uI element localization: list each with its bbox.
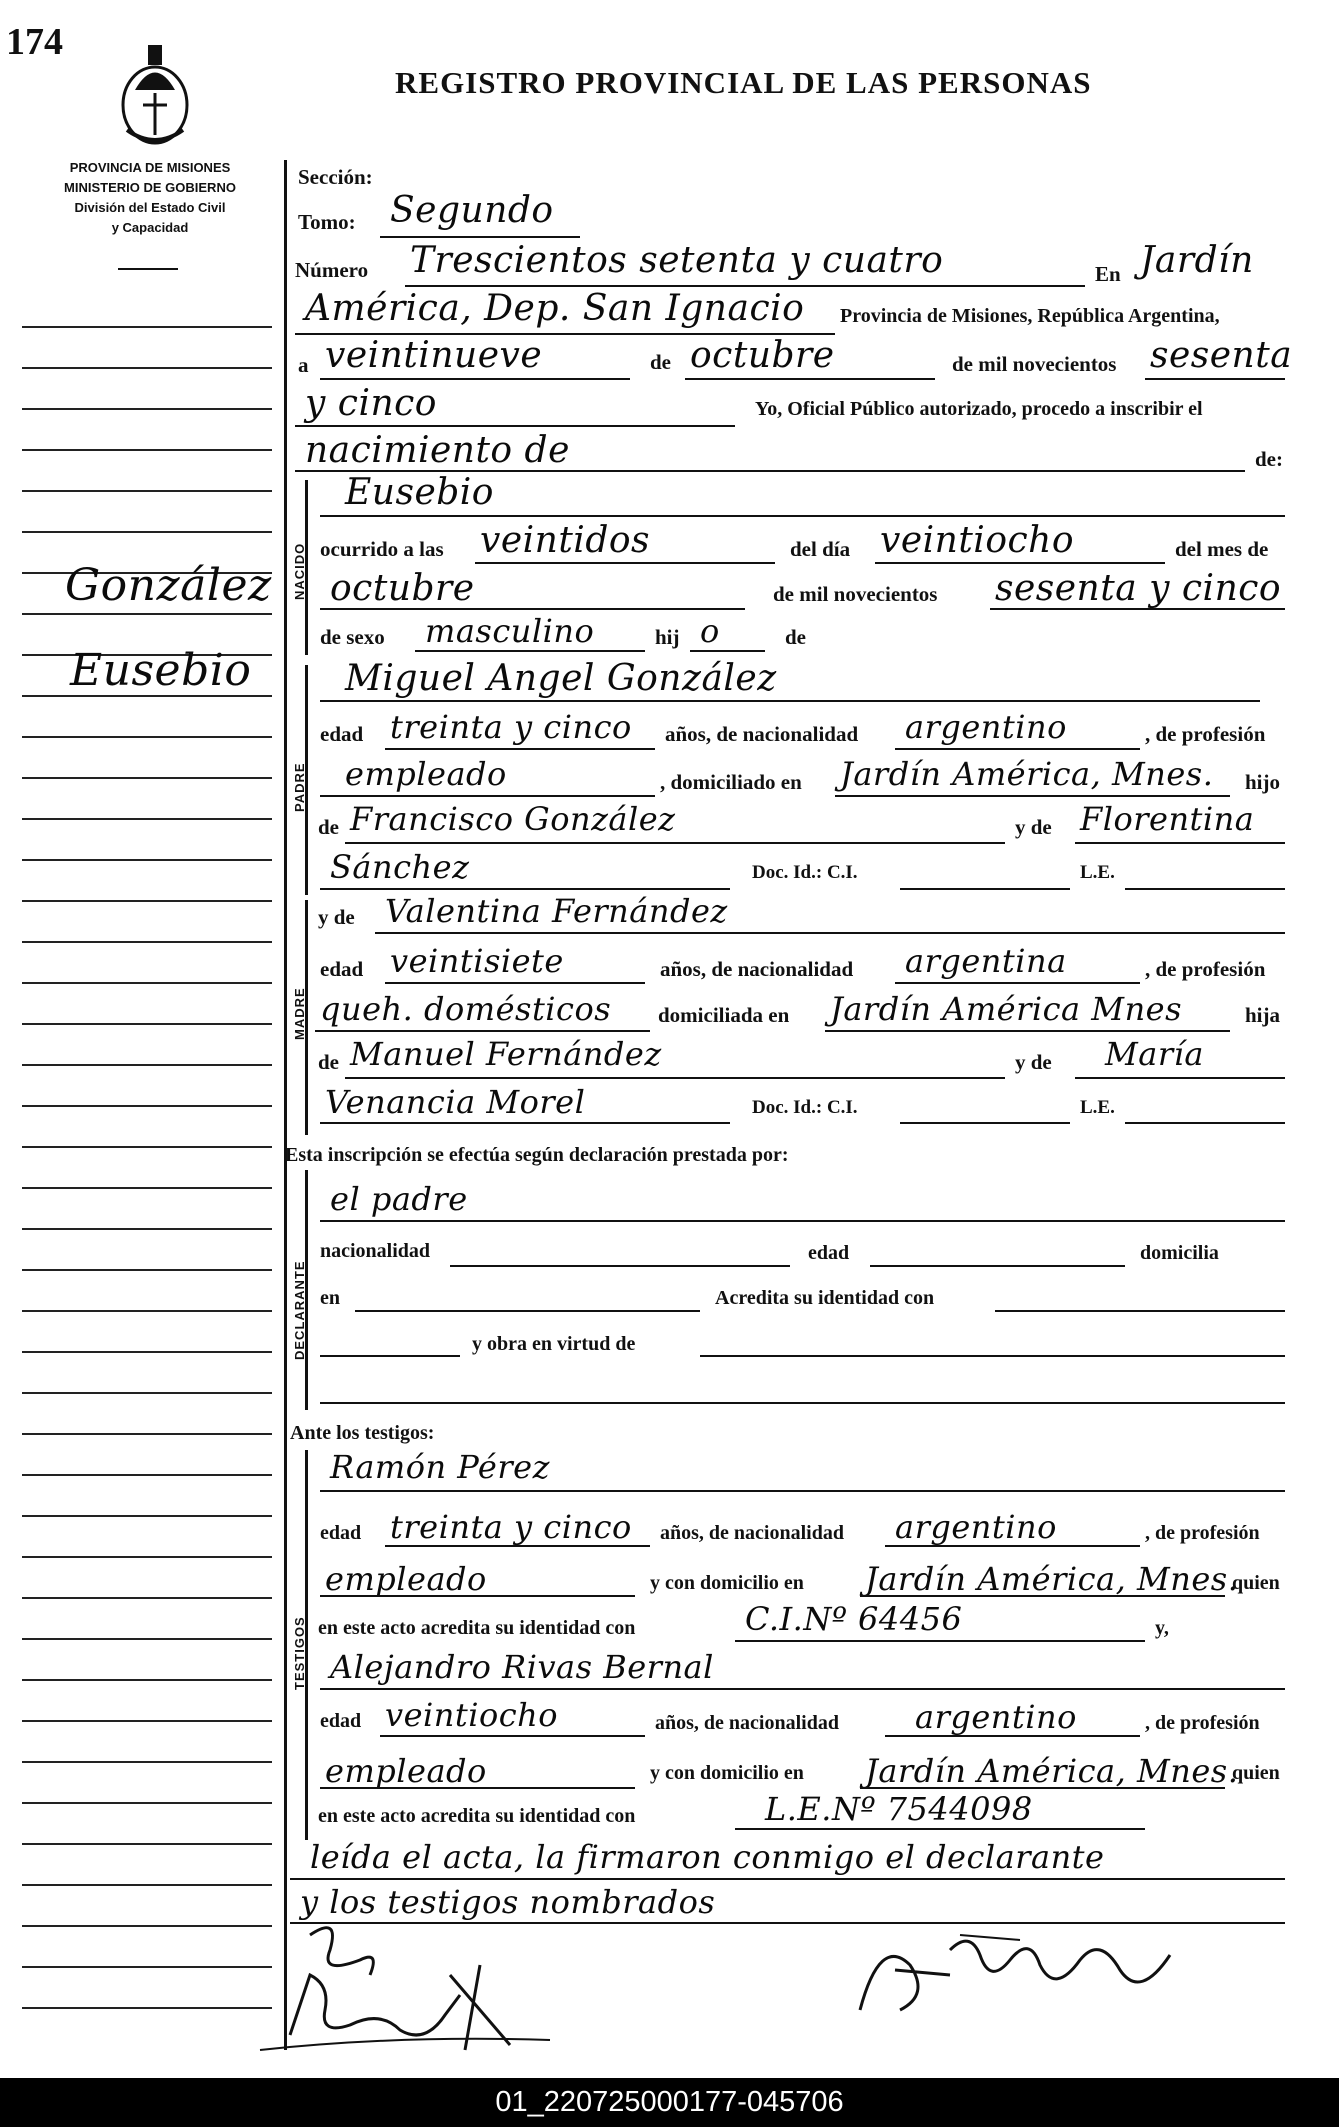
t1-edad-value: treinta y cinco (390, 1508, 632, 1546)
numero-label: Número (295, 258, 369, 282)
section-padre: PADRE (292, 762, 307, 812)
de-sexo-label: de sexo (320, 625, 385, 649)
t1-edad-label: edad (320, 1522, 362, 1544)
madre-dom-label: domiciliada en (658, 1003, 790, 1027)
org-underline (118, 268, 178, 270)
hija-label: hija (1245, 1003, 1281, 1027)
section-testigos: TESTIGOS (292, 1616, 307, 1690)
inscripcion-label: Esta inscripción se efectúa según declaración prestada por: (285, 1144, 789, 1166)
section-madre: MADRE (292, 987, 307, 1040)
t2-edad-label: edad (320, 1710, 362, 1732)
abuelo-p-value: Francisco González (350, 800, 676, 838)
hora-value: veintidos (480, 520, 651, 561)
madre-doc-label: Doc. Id.: C.I. (752, 1097, 858, 1118)
t1-quien-label: quien (1232, 1572, 1280, 1594)
mes-nac-value: octubre (330, 568, 475, 609)
cierre-line-1: leída el acta, la firmaron conmigo el declarante (310, 1838, 1105, 1876)
madre-edad-label: edad (320, 957, 364, 981)
anio-b-value: y cinco (305, 383, 437, 424)
t1-nac-value: argentino (895, 1508, 1057, 1546)
madre-y-de-label: y de (318, 905, 355, 929)
abuela-m-a-value: María (1105, 1035, 1204, 1073)
main-border (284, 160, 287, 2050)
margin-surname: González (65, 560, 272, 611)
de-label: de (650, 350, 671, 374)
abuela-p-b-value: Sánchez (330, 848, 470, 886)
en-label: En (1095, 262, 1121, 286)
tomo-label: Tomo: (298, 210, 356, 234)
t2-nac-value: argentino (915, 1698, 1077, 1736)
decl-en-label: en (320, 1287, 340, 1309)
ocurrido-label: ocurrido a las (320, 537, 444, 561)
a-label: a (298, 353, 309, 377)
madre-nombre-value: Valentina Fernández (385, 892, 728, 930)
lugar-value: América, Dep. San Ignacio (305, 288, 805, 329)
en-value: Jardín (1140, 240, 1254, 281)
decl-edad-label: edad (808, 1242, 850, 1264)
madre-dom-value: Jardín América Mnes (830, 990, 1183, 1028)
madre-le-label: L.E. (1080, 1097, 1115, 1118)
padre-de-label: de (318, 815, 339, 839)
de2-label: de: (1255, 447, 1283, 471)
org-line-4: y Capacidad (111, 220, 189, 235)
official-signature (840, 1915, 1200, 2025)
cierre-line-2: y los testigos nombrados (300, 1883, 716, 1921)
t2-prof-label: , de profesión (1145, 1712, 1260, 1734)
t1-dom-label: y con domicilio en (650, 1572, 804, 1594)
t1-nac-label: años, de nacionalidad (660, 1522, 844, 1544)
madre-prof-value: queh. domésticos (320, 990, 612, 1028)
ante-testigos-label: Ante los testigos: (290, 1422, 435, 1444)
tomo-value: Segundo (390, 190, 554, 231)
testigo2-value: Alejandro Rivas Bernal (330, 1648, 714, 1686)
dia-value: veintinueve (325, 335, 543, 376)
org-block (20, 160, 280, 235)
madre-y-de2-label: y de (1015, 1050, 1052, 1074)
mes-value: octubre (690, 335, 835, 376)
abuela-m-b-value: Venancia Morel (325, 1083, 586, 1121)
anio-nac-value: sesenta y cinco (995, 568, 1282, 609)
del-dia-label: del día (790, 537, 851, 561)
hij-label: hij (655, 625, 680, 649)
madre-de-label: de (318, 1050, 339, 1074)
t1-doc-value: C.I.Nº 64456 (745, 1600, 963, 1638)
padre-dom-value: Jardín América, Mnes. (840, 755, 1214, 793)
t2-dom-value: Jardín América, Mnes. (865, 1752, 1239, 1790)
acto-value: nacimiento de (305, 430, 570, 471)
t1-acredita-label: en este acto acredita su identidad con (318, 1617, 636, 1639)
padre-dom-label: , domiciliado en (660, 770, 802, 794)
page-title: REGISTRO PROVINCIAL DE LAS PERSONAS (395, 65, 1092, 100)
declarante-value: el padre (330, 1180, 468, 1218)
page-number: 174 (6, 21, 63, 63)
y-obra-label: y obra en virtud de (472, 1333, 636, 1355)
anio-a-value: sesenta (1150, 335, 1293, 376)
t1-y-label: y, (1155, 1617, 1169, 1639)
coat-of-arms-icon (115, 35, 195, 150)
nombre-value: Eusebio (345, 472, 494, 513)
yo-label: Yo, Oficial Público autorizado, procedo a inscribir el (755, 398, 1203, 420)
t2-prof-value: empleado (325, 1752, 487, 1790)
padre-prof-value: empleado (345, 755, 507, 793)
hijo-suf-value: o (700, 612, 720, 650)
domicilia-label: domicilia (1140, 1242, 1219, 1264)
hijo-label: hijo (1245, 770, 1281, 794)
t2-nac-label: años, de nacionalidad (655, 1712, 839, 1734)
org-line-1: PROVINCIA DE MISIONES (69, 160, 231, 175)
madre-edad-value: veintisiete (390, 942, 564, 980)
footer-id: 01_220725000177-045706 (0, 2078, 1339, 2127)
padre-edad-label: edad (320, 722, 364, 746)
numero-value: Trescientos setenta y cuatro (410, 240, 944, 281)
org-line-3: División del Estado Civil (74, 200, 226, 215)
testigo1-value: Ramón Pérez (330, 1448, 550, 1486)
padre-nombre-value: Miguel Angel González (345, 658, 777, 699)
de3-label: de (785, 625, 806, 649)
padre-prof-label: , de profesión (1145, 722, 1266, 746)
madre-nac-label: años, de nacionalidad (660, 957, 854, 981)
abuela-p-a-value: Florentina (1080, 800, 1255, 838)
sexo-value: masculino (425, 612, 595, 650)
padre-nac-label: años, de nacionalidad (665, 722, 859, 746)
padre-le-label: L.E. (1080, 862, 1115, 883)
madre-nac-value: argentina (905, 942, 1067, 980)
witness-signatures (250, 1915, 570, 2055)
seccion-label: Sección: (298, 165, 373, 189)
padre-doc-label: Doc. Id.: C.I. (752, 862, 858, 883)
del-mes-label: del mes de (1175, 537, 1269, 561)
t2-quien-label: quien (1232, 1762, 1280, 1784)
de-mil-label: de mil novecientos (952, 352, 1117, 376)
provincia-label: Provincia de Misiones, República Argentina, (840, 305, 1220, 327)
nacionalidad-label: nacionalidad (320, 1240, 431, 1262)
section-declarante: DECLARANTE (292, 1260, 307, 1360)
t2-edad-value: veintiocho (385, 1696, 559, 1734)
t2-dom-label: y con domicilio en (650, 1762, 804, 1784)
padre-edad-value: treinta y cinco (390, 708, 632, 746)
dia-nac-value: veintiocho (880, 520, 1075, 561)
t2-doc-value: L.E.Nº 7544098 (765, 1790, 1033, 1828)
acredita-label: Acredita su identidad con (715, 1287, 935, 1309)
t1-dom-value: Jardín América, Mnes. (865, 1560, 1239, 1598)
t1-prof-label: , de profesión (1145, 1522, 1260, 1544)
org-line-2: MINISTERIO DE GOBIERNO (64, 180, 236, 195)
t1-prof-value: empleado (325, 1560, 487, 1598)
padre-nac-value: argentino (905, 708, 1067, 746)
margin-name: Eusebio (70, 645, 252, 696)
de-mil2-label: de mil novecientos (773, 582, 938, 606)
madre-prof-label: , de profesión (1145, 957, 1266, 981)
t2-acredita-label: en este acto acredita su identidad con (318, 1805, 636, 1827)
padre-y-de-label: y de (1015, 815, 1052, 839)
abuelo-m-value: Manuel Fernández (350, 1035, 662, 1073)
section-nacido: NACIDO (292, 542, 307, 600)
